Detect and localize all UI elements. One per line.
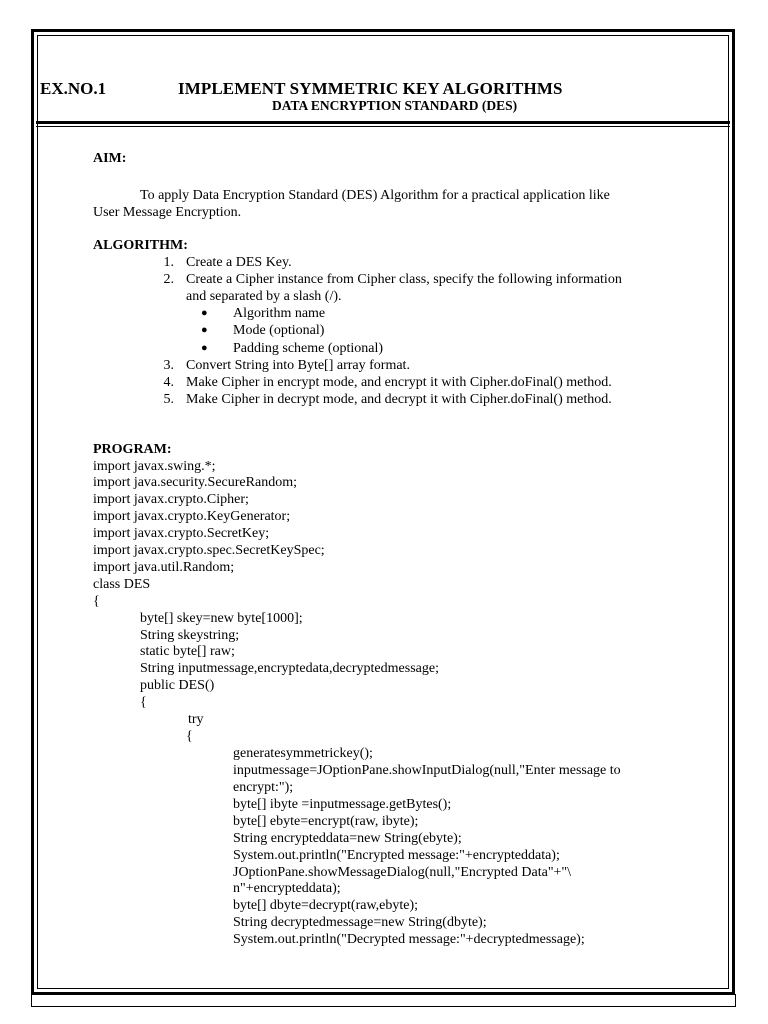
step-4-number: 4. <box>163 375 174 390</box>
footer-box <box>31 994 736 1007</box>
aim-text-line1: To apply Data Encryption Standard (DES) Algorithm for a practical application like <box>140 188 610 203</box>
aim-heading: AIM: <box>93 151 127 166</box>
bullet-icon: ● <box>201 307 208 319</box>
bullet-padding-scheme: Padding scheme (optional) <box>233 341 384 356</box>
code-line: byte[] dbyte=decrypt(raw,ebyte); <box>233 898 419 913</box>
code-line: System.out.println("Encrypted message:"+encrypteddata); <box>233 848 560 863</box>
code-line: import javax.crypto.SecretKey; <box>93 526 270 541</box>
code-line: class DES <box>93 577 151 592</box>
code-line: inputmessage=JOptionPane.showInputDialog(null,"Enter message to <box>233 763 621 778</box>
code-line: String decryptedmessage=new String(dbyte); <box>233 915 487 930</box>
code-line: byte[] ibyte =inputmessage.getBytes(); <box>233 797 452 812</box>
step-1-number: 1. <box>163 255 174 270</box>
code-line: public DES() <box>140 678 215 693</box>
code-line: byte[] skey=new byte[1000]; <box>140 611 303 626</box>
program-heading: PROGRAM: <box>93 442 172 457</box>
code-line: generatesymmetrickey(); <box>233 746 373 761</box>
bullet-mode: Mode (optional) <box>233 323 325 338</box>
step-2-number: 2. <box>163 272 174 287</box>
code-line: try <box>188 712 204 727</box>
code-line: import java.security.SecureRandom; <box>93 475 297 490</box>
page-title: IMPLEMENT SYMMETRIC KEY ALGORITHMS <box>178 79 563 98</box>
code-line: import java.util.Random; <box>93 560 235 575</box>
code-line: JOptionPane.showMessageDialog(null,"Encrypted Data"+"\ <box>233 865 572 880</box>
code-line: byte[] ebyte=encrypt(raw, ibyte); <box>233 814 419 829</box>
page-subtitle: DATA ENCRYPTION STANDARD (DES) <box>272 98 518 113</box>
code-line: encrypt:"); <box>233 780 294 795</box>
bullet-icon: ● <box>201 324 208 336</box>
code-line: import javax.crypto.KeyGenerator; <box>93 509 291 524</box>
step-3-number: 3. <box>163 358 174 373</box>
code-line: { <box>186 729 193 744</box>
code-line: import javax.crypto.Cipher; <box>93 492 249 507</box>
code-line: n"+encrypteddata); <box>233 881 341 896</box>
bullet-icon: ● <box>201 342 208 354</box>
header-rule-thin <box>36 126 730 127</box>
code-line: String encrypteddata=new String(ebyte); <box>233 831 462 846</box>
code-line: String skeystring; <box>140 628 240 643</box>
aim-text-line2: User Message Encryption. <box>93 205 242 220</box>
step-1: Create a DES Key. <box>186 255 292 270</box>
bullet-algorithm-name: Algorithm name <box>233 306 326 321</box>
step-5: Make Cipher in decrypt mode, and decrypt it with Cipher.doFinal() method. <box>186 392 612 407</box>
step-3: Convert String into Byte[] array format. <box>186 358 410 373</box>
step-5-number: 5. <box>163 392 174 407</box>
code-line: import javax.crypto.spec.SecretKeySpec; <box>93 543 325 558</box>
step-2-line1: Create a Cipher instance from Cipher class, specify the following information <box>186 272 622 287</box>
algorithm-heading: ALGORITHM: <box>93 238 188 253</box>
code-line: String inputmessage,encryptedata,decryptedmessage; <box>140 661 439 676</box>
code-line: System.out.println("Decrypted message:"+decryptedmessage); <box>233 932 585 947</box>
code-line: static byte[] raw; <box>140 644 235 659</box>
header-rule-thick <box>36 121 730 124</box>
step-4: Make Cipher in encrypt mode, and encrypt it with Cipher.doFinal() method. <box>186 375 612 390</box>
exercise-number: EX.NO.1 <box>40 79 107 98</box>
step-2-line2: and separated by a slash (/). <box>186 289 342 304</box>
code-line: import javax.swing.*; <box>93 459 216 474</box>
code-line: { <box>93 594 100 609</box>
code-line: { <box>140 695 147 710</box>
